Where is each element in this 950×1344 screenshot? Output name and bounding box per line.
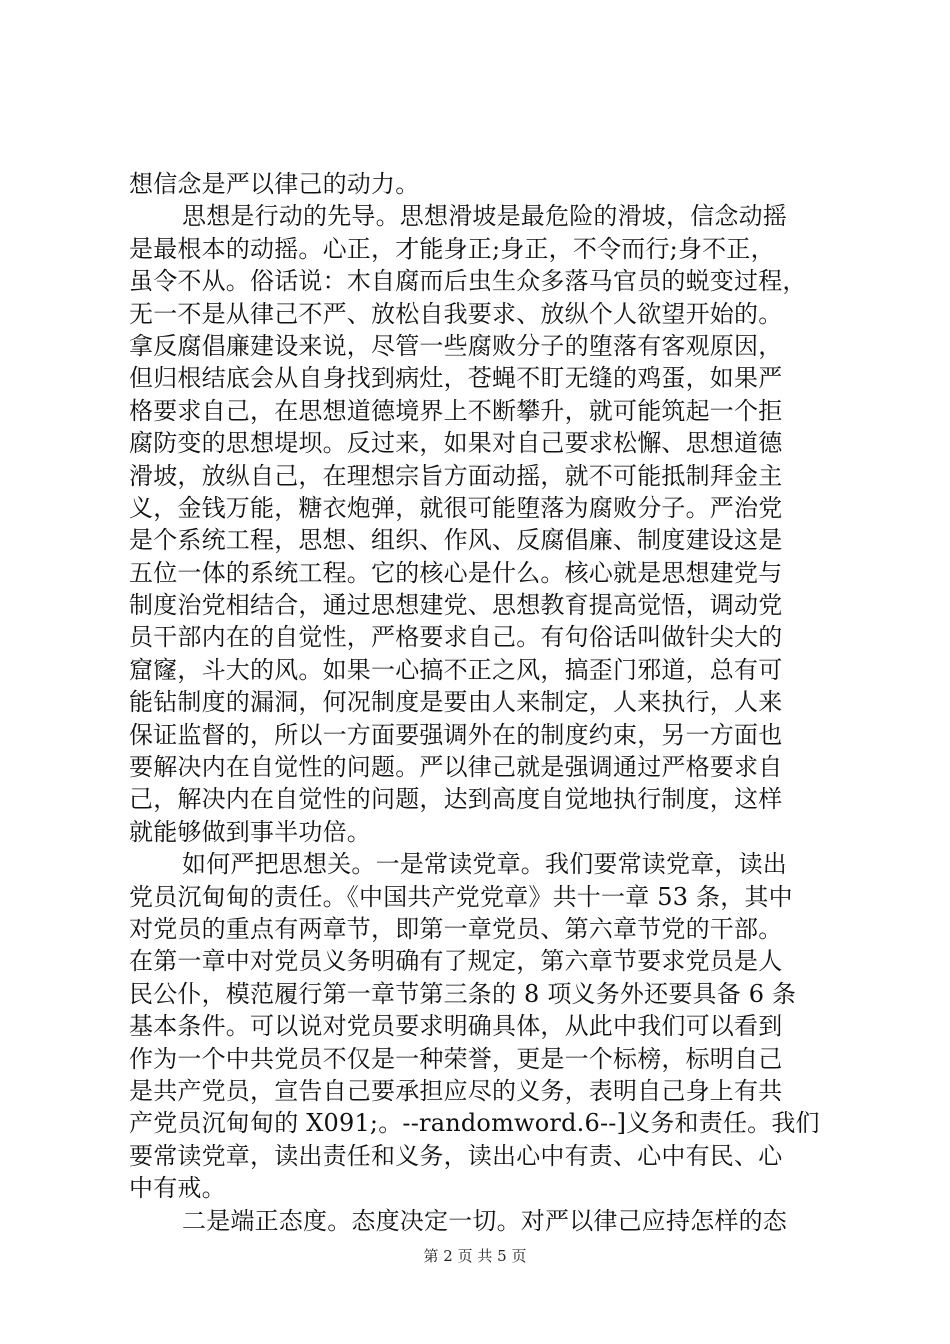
text-line: 能钻制度的漏洞，何况制度是要由人来制定，人来执行，人来	[129, 688, 783, 717]
text-line: 腐防变的思想堤坝。反过来，如果对自己要求松懈、思想道德	[129, 429, 783, 458]
text-line: 是个系统工程，思想、组织、作风、反腐倡廉、制度建设这是	[129, 526, 783, 555]
text-line: 窟窿，斗大的风。如果一心搞不正之风，搞歪门邪道，总有可	[129, 655, 783, 684]
text-line: 要常读党章，读出责任和义务，读出心中有责、心中有民、心	[129, 1141, 783, 1170]
text-line: 制度治党相结合，通过思想建党、思想教育提高觉悟，调动党	[129, 591, 783, 620]
text-line: 就能够做到事半功倍。	[129, 817, 371, 846]
text-line: 是共产党员，宣告自己要承担应尽的义务，表明自己身上有共	[129, 1076, 783, 1105]
text-line: 但归根结底会从自身找到病灶，苍蝇不盯无缝的鸡蛋，如果严	[129, 364, 783, 393]
text-line: 己，解决内在自觉性的问题，达到高度自觉地执行制度，这样	[129, 785, 783, 814]
text-line: 虽令不从。俗话说：木自腐而后虫生众多落马官员的蜕变过程，	[129, 267, 807, 296]
body-text	[129, 168, 829, 1237]
text-line: 滑坡，放纵自己，在理想宗旨方面动摇，就不可能抵制拜金主	[129, 461, 783, 490]
text-line: 无一不是从律己不严、放松自我要求、放纵个人欲望开始的。	[129, 299, 783, 328]
text-line: 对党员的重点有两章节，即第一章党员、第六章节党的干部。	[129, 914, 783, 943]
text-line: 在第一章中对党员义务明确有了规定，第六章节要求党员是人	[129, 947, 783, 976]
text-line: 是最根本的动摇。心正，才能身正;身正，不令而行;身不正，	[129, 234, 775, 263]
text-line: 如何严把思想关。一是常读党章。我们要常读党章，读出	[182, 850, 787, 879]
text-line: 保证监督的，所以一方面要强调外在的制度约束，另一方面也	[129, 720, 783, 749]
text-line: 作为一个中共党员不仅是一种荣誉，更是一个标榜，标明自己	[129, 1044, 783, 1073]
text-line: 思想是行动的先导。思想滑坡是最危险的滑坡，信念动摇	[182, 202, 787, 231]
text-line: 民公仆，模范履行第一章节第三条的 8 项义务外还要具备 6 条	[129, 979, 797, 1008]
text-line: 中有戒。	[129, 1174, 226, 1203]
text-line: 义，金钱万能，糖衣炮弹，就很可能堕落为腐败分子。严治党	[129, 493, 783, 522]
text-line: 想信念是严以律己的动力。	[129, 170, 420, 198]
text-line: 党员沉甸甸的责任。《中国共产党党章》共十一章 53 条，其中	[129, 882, 793, 911]
text-line: 拿反腐倡廉建设来说，尽管一些腐败分子的堕落有客观原因，	[129, 331, 783, 360]
text-line: 五位一体的系统工程。它的核心是什么。核心就是思想建党与	[129, 558, 783, 587]
page-number-label: 第 2 页 共 5 页	[423, 1247, 527, 1265]
text-line: 二是端正态度。态度决定一切。对严以律己应持怎样的态	[182, 1206, 787, 1235]
text-line: 产党员沉甸甸的 X091;。--randomword.6--]义务和责任。我们	[129, 1109, 820, 1138]
text-line: 要解决内在自觉性的问题。严以律己就是强调通过严格要求自	[129, 753, 783, 782]
text-line: 员干部内在的自觉性，严格要求自己。有句俗话叫做针尖大的	[129, 623, 783, 652]
page-footer	[0, 1245, 950, 1266]
text-line: 格要求自己，在思想道德境界上不断攀升，就可能筑起一个拒	[129, 396, 783, 425]
text-line: 基本条件。可以说对党员要求明确具体，从此中我们可以看到	[129, 1012, 783, 1041]
